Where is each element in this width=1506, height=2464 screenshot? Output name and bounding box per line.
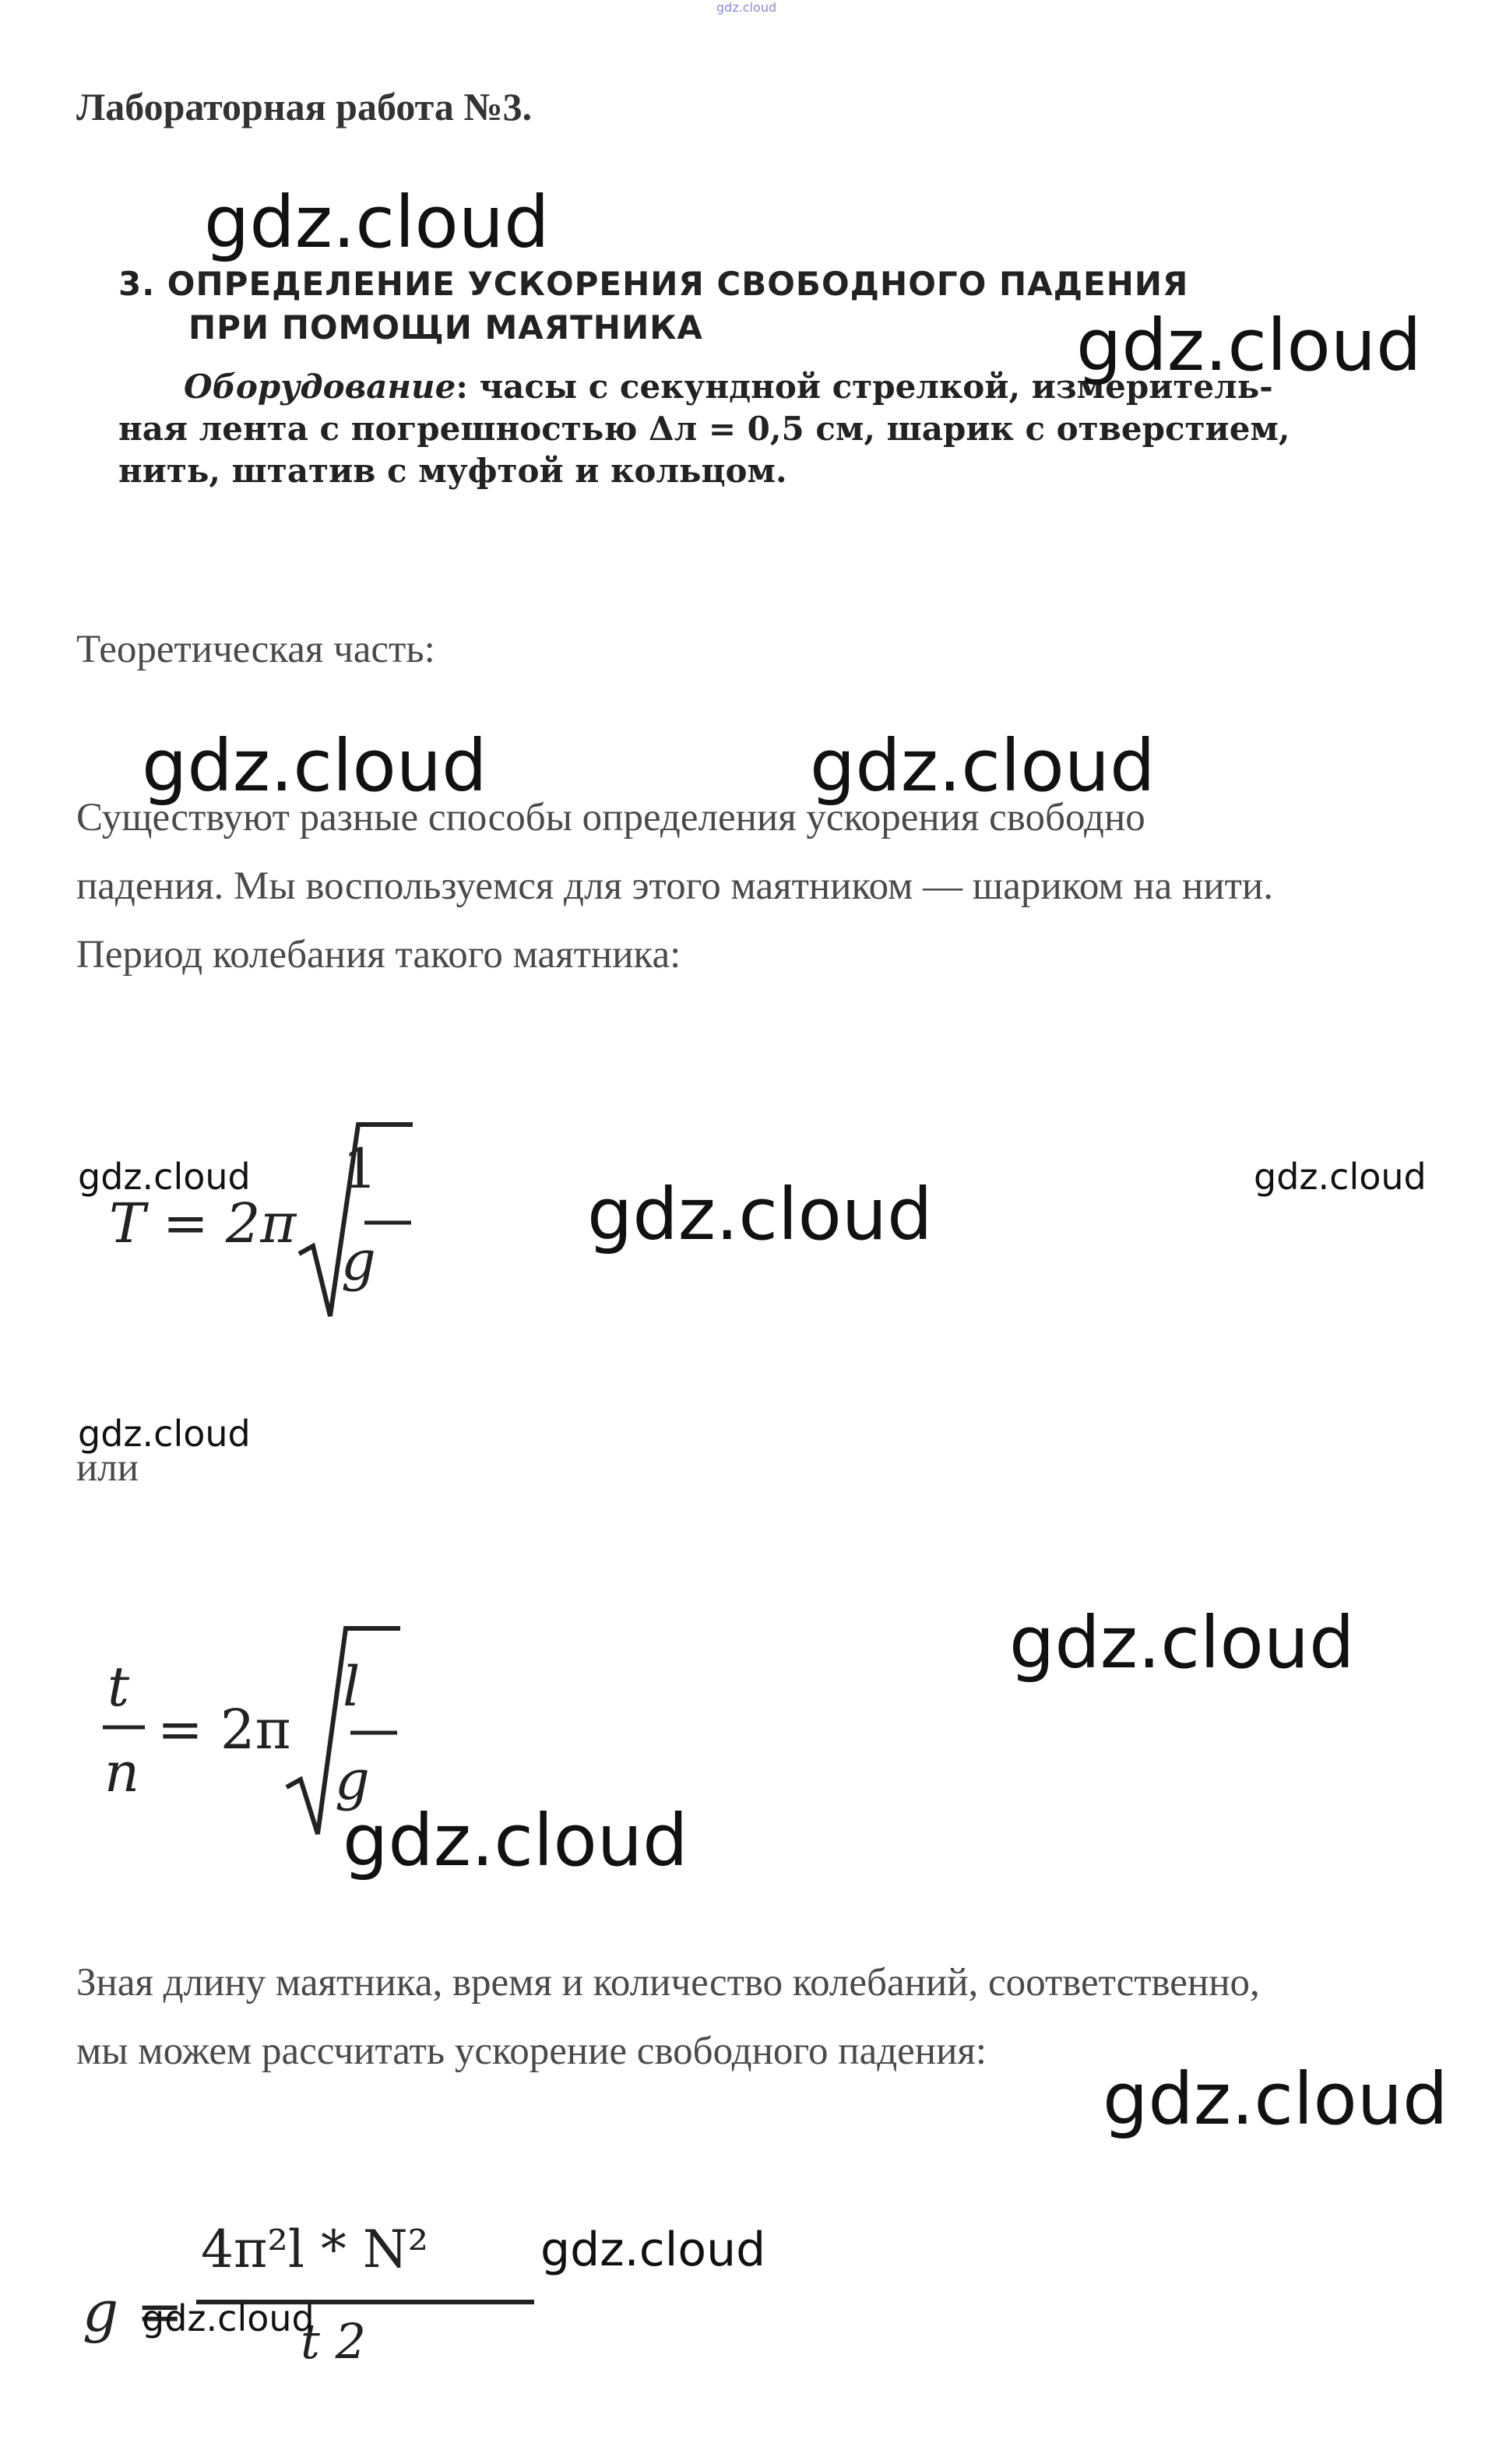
formula-measured-t: t	[107, 1655, 130, 1719]
watermark: gdz.cloud	[1076, 304, 1422, 387]
scan-equipment-line3: нить, штатив с муфтой и кольцом.	[118, 452, 787, 490]
watermark: gdz.cloud	[540, 2223, 766, 2277]
watermark: gdz.cloud	[343, 1799, 688, 1882]
watermark: gdz.cloud	[587, 1173, 933, 1256]
formula-acceleration-denominator: t 2	[301, 2313, 367, 2370]
scan-equipment-line2: ная лента с погрешностью Δл = 0,5 см, шарик с отверстием,	[118, 410, 1290, 448]
formula-acceleration-lhs: g =	[83, 2279, 184, 2344]
formula-measured-g: g	[335, 1748, 370, 1812]
paragraph-intro	[76, 783, 1478, 989]
paragraph-intro-line3: Период колебания такого маятника:	[76, 933, 681, 977]
watermark: gdz.cloud	[1009, 1601, 1355, 1684]
paragraph-conclusion-line2: мы можем рассчитать ускорение свободного падения:	[76, 2029, 987, 2073]
scan-equipment-label: Оборудование	[184, 368, 456, 406]
fraction-bar	[101, 1723, 148, 1731]
section-heading: Теоретическая часть:	[76, 628, 435, 671]
watermark: gdz.cloud	[204, 181, 550, 264]
formula-measured-mid: = 2π	[157, 1698, 291, 1762]
formula-period-denominator: g	[341, 1229, 376, 1293]
header-watermark: gdz.cloud	[716, 0, 777, 15]
formula-period	[109, 1114, 420, 1324]
paragraph-conclusion-line1: Зная длину маятника, время и количество колебаний, соответственно,	[76, 1961, 1260, 2005]
scan-heading-line1: 3. ОПРЕДЕЛЕНИЕ УСКОРЕНИЯ СВОБОДНОГО ПАДЕНИЯ	[118, 265, 1189, 303]
paragraph-intro-line1: Существуют разные способы определения ускорения свободно	[76, 796, 1145, 840]
scan-equipment-text: : часы с секундной стрелкой, измеритель-	[456, 368, 1273, 406]
watermark: gdz.cloud	[78, 1413, 251, 1455]
page-title: Лабораторная работа №3.	[76, 85, 533, 128]
or-text: или	[76, 1446, 139, 1490]
formula-period-numerator: 1	[343, 1137, 378, 1201]
watermark: gdz.cloud	[810, 724, 1156, 808]
scan-heading-line2: ПРИ ПОМОЩИ МАЯТНИКА	[188, 308, 703, 347]
formula-acceleration-numerator: 4π²l * N²	[201, 2219, 429, 2279]
watermark: gdz.cloud	[1254, 1156, 1427, 1198]
watermark: gdz.cloud	[142, 724, 487, 808]
formula-period-lhs: T = 2π	[109, 1192, 297, 1255]
formula-measured-n: n	[104, 1741, 140, 1804]
watermark: gdz.cloud	[142, 2297, 315, 2339]
watermark: gdz.cloud	[78, 1156, 251, 1198]
watermark: gdz.cloud	[1103, 2057, 1448, 2141]
formula-measured-l: l	[343, 1655, 361, 1719]
paragraph-intro-line2: падения. Мы воспользуемся для этого маятником — шариком на нити.	[76, 864, 1273, 908]
